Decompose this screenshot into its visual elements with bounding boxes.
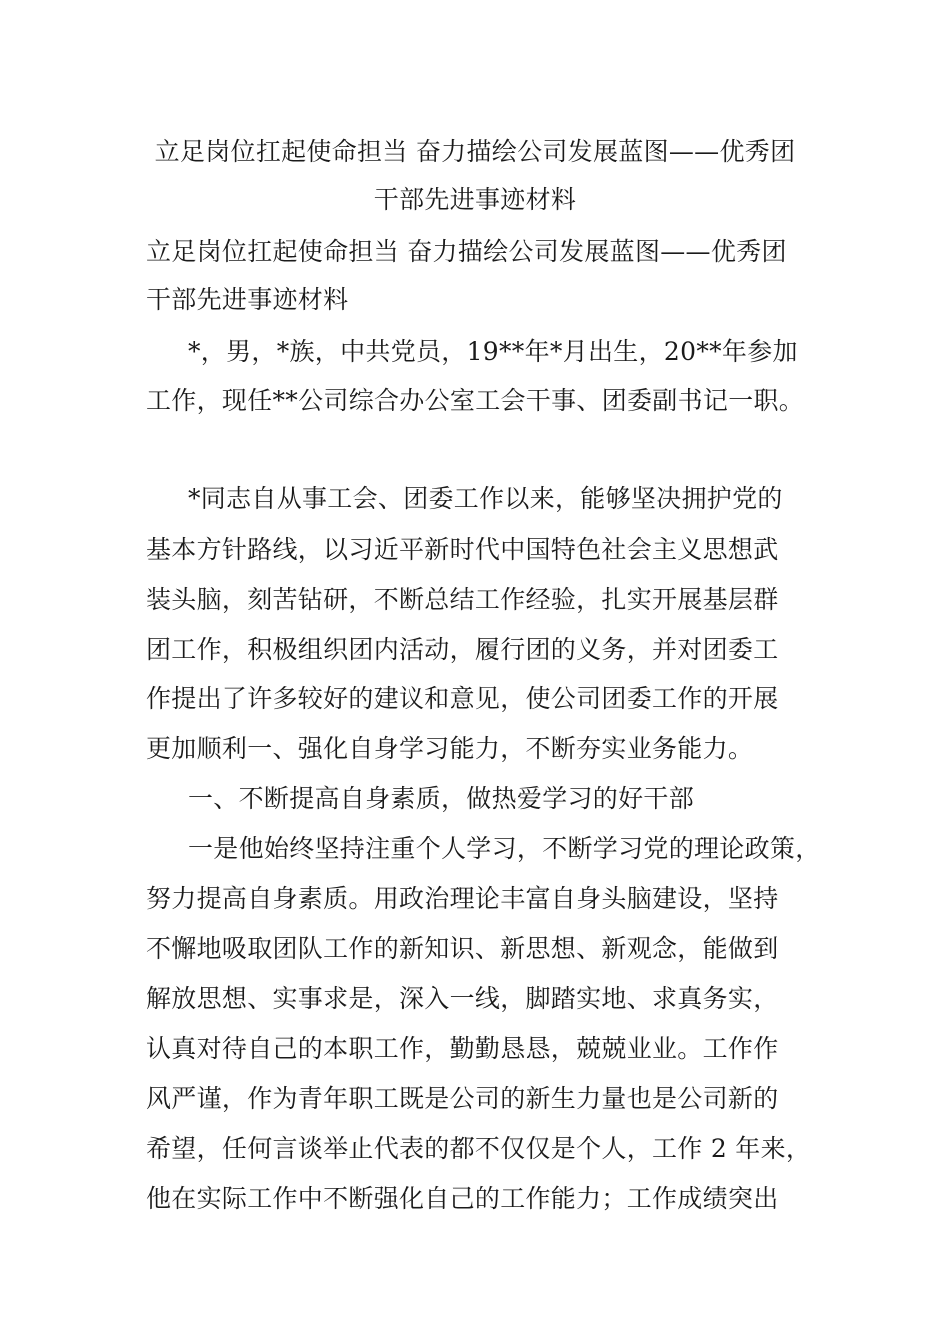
body-line-7: 希望，任何言谈举止代表的都不仅仅是个人，工作 2 年来， (146, 1134, 812, 1163)
body-line-6: 风严谨，作为青年职工既是公司的新生力量也是公司新的 (146, 1084, 779, 1113)
title-line-1: 立足岗位扛起使命担当 奋力描绘公司发展蓝图——优秀团 (154, 137, 796, 166)
body-line-5: 认真对待自己的本职工作，勤勤恳恳，兢兢业业。工作作 (146, 1034, 779, 1063)
summary-line-6: 更加顺利一、强化自身学习能力，不断夯实业务能力。 (146, 734, 754, 763)
body-line-4: 解放思想、实事求是，深入一线，脚踏实地、求真务实， (146, 984, 779, 1013)
intro-line-1: *，男，*族，中共党员，19**年*月出生，20**年参加 (188, 337, 798, 366)
body-line-2: 努力提高自身素质。用政治理论丰富自身头脑建设，坚持 (146, 884, 779, 913)
summary-line-4: 团工作，积极组织团内活动，履行团的义务，并对团委工 (146, 635, 779, 664)
body-line-8: 他在实际工作中不断强化自己的工作能力；工作成绩突出 (146, 1184, 779, 1213)
summary-line-2: 基本方针路线，以习近平新时代中国特色社会主义思想武 (146, 535, 779, 564)
repeat-title-line-2: 干部先进事迹材料 (146, 285, 349, 314)
summary-line-5: 作提出了许多较好的建议和意见，使公司团委工作的开展 (146, 684, 779, 713)
title-line-2: 干部先进事迹材料 (373, 185, 577, 214)
body-line-1: 一是他始终坚持注重个人学习，不断学习党的理论政策， (188, 834, 821, 863)
section-heading: 一、不断提高自身素质，做热爱学习的好干部 (188, 784, 695, 813)
summary-line-1: *同志自从事工会、团委工作以来，能够坚决拥护党的 (188, 484, 783, 513)
body-line-3: 不懈地吸取团队工作的新知识、新思想、新观念，能做到 (146, 934, 779, 963)
repeat-title-line-1: 立足岗位扛起使命担当 奋力描绘公司发展蓝图——优秀团 (146, 237, 787, 266)
intro-line-2: 工作，现任**公司综合办公室工会干事、团委副书记一职。 (146, 386, 805, 415)
summary-line-3: 装头脑，刻苦钻研，不断总结工作经验，扎实开展基层群 (146, 585, 779, 614)
